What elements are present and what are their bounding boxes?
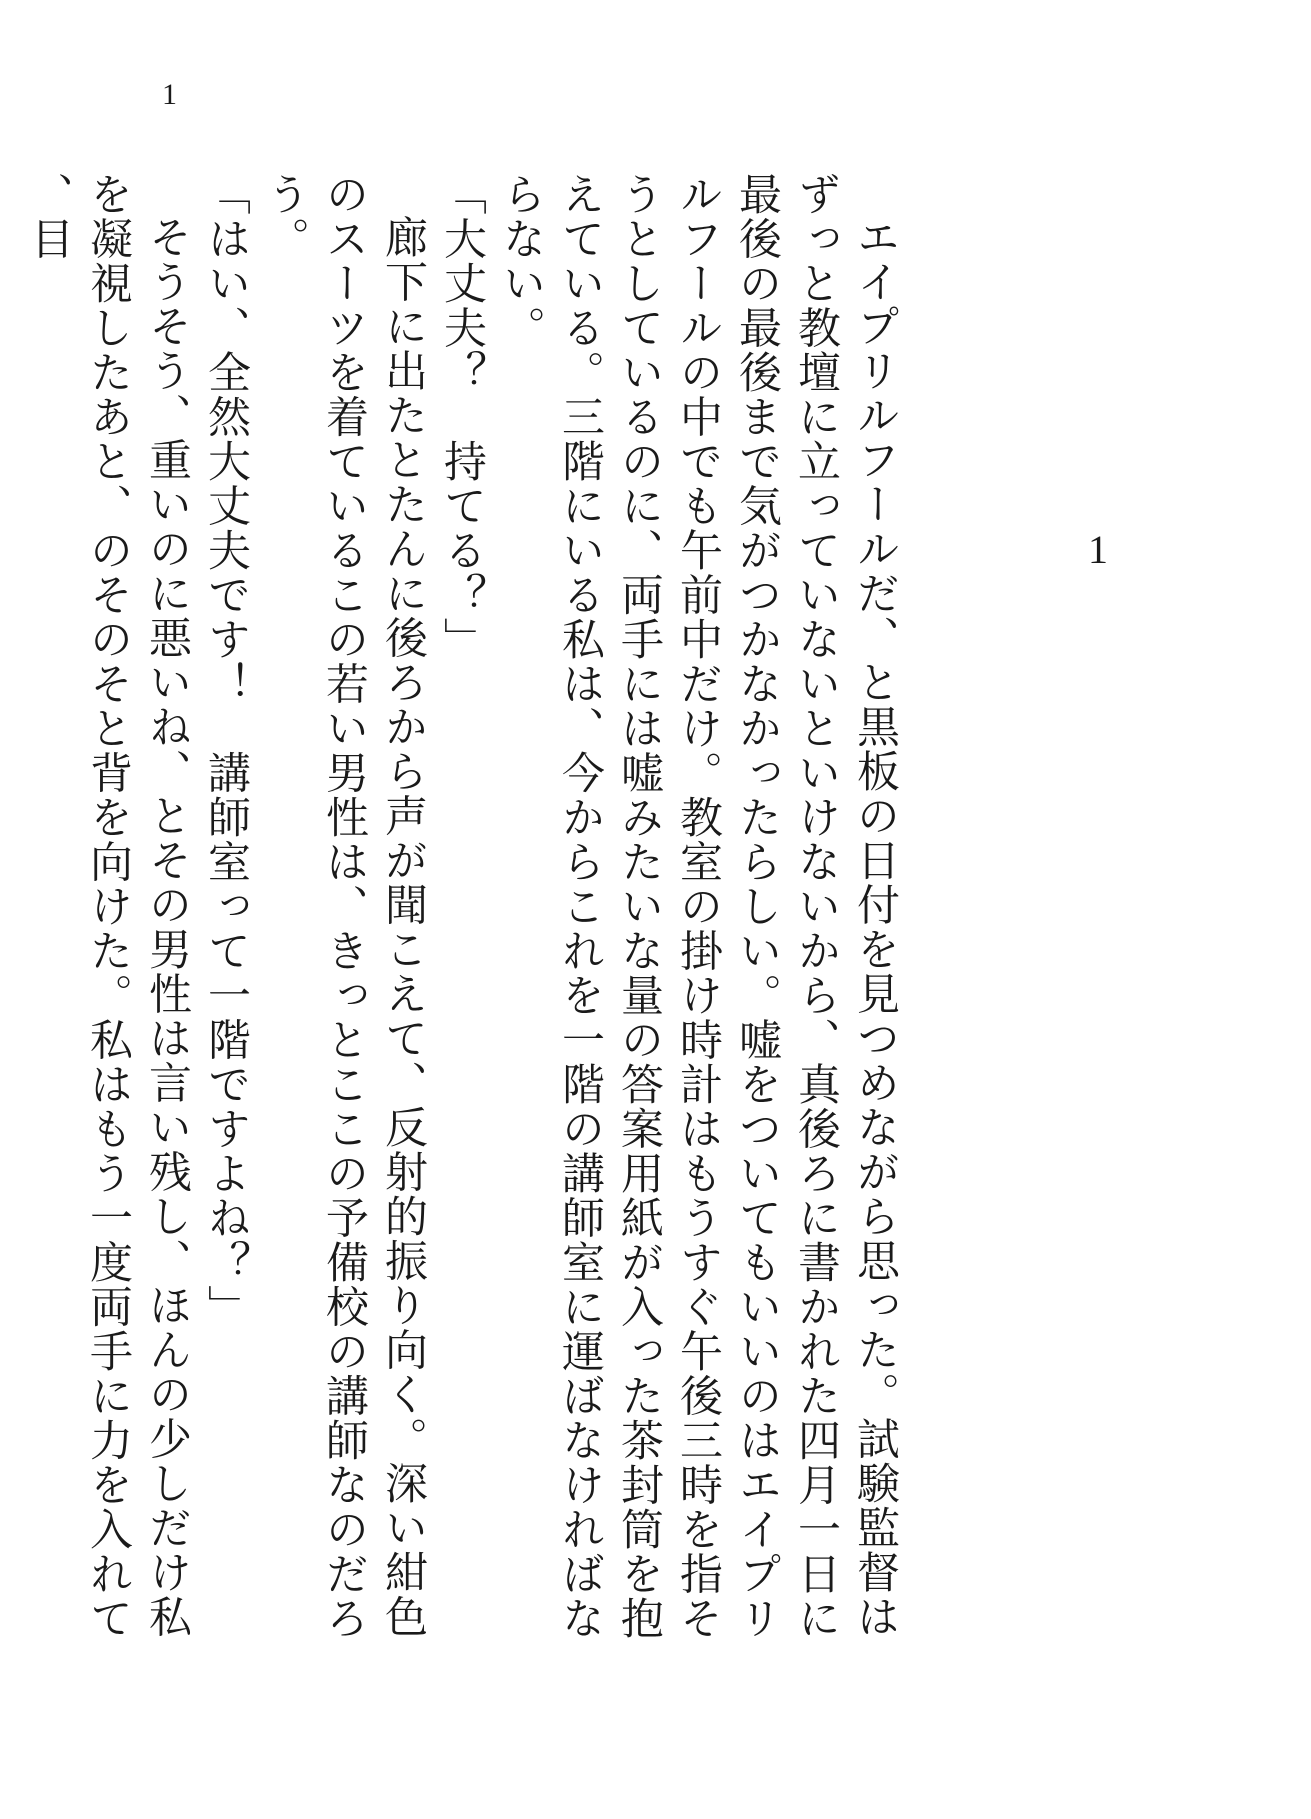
page-number: 1 [162, 78, 177, 111]
vertical-text-body [24, 172, 904, 1682]
paragraph-1: エイプリルフールだ、と黒板の日付を見つめながら思った。試験監督はずっと教壇に立っていないといけないから、真後ろに書かれた四月一日に最後の最後まで気がつかなかったらしい。嘘をついてもいいのはエイプリルフールの中でも午前中だけ。教室の掛け時計はもうすぐ午後三時を指そうとしているのに、両手には嘘みたいな量の答案用紙が入った茶封筒を抱えている。三階にいる私は、今からこれを一階の講師室に運ばなければならない。 [496, 172, 900, 1641]
paragraph-3: そうそう、重いのに悪いね、とその男性は言い残し、ほんの少しだけ私を凝視したあと、のそのそと背を向けた。私はもう一度両手に力を入れて、目 [24, 172, 192, 1641]
dialogue-2: 「はい、全然大丈夫です！ 講師室って一階ですよね？」 [201, 172, 251, 1329]
paragraph-2: 廊下に出たとたんに後ろから声が聞こえて、反射的振り向く。深い紺色のスーツを着ているこの若い男性は、きっとここの予備校の講師なのだろう。 [260, 172, 428, 1641]
chapter-number: 1 [1088, 527, 1108, 572]
dialogue-1: 「大丈夫？ 持てる？」 [437, 172, 487, 662]
